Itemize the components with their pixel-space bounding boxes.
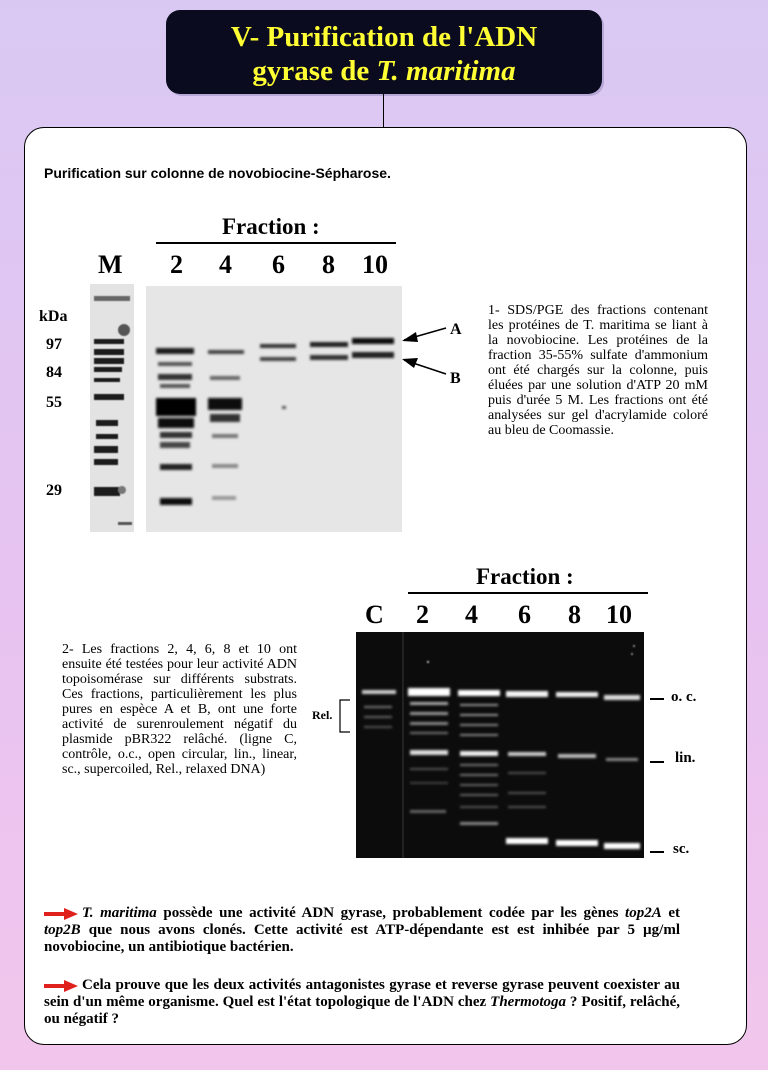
lin-tick: [650, 761, 664, 763]
kda-marker-label: 84: [46, 364, 62, 381]
gel1-marker-label: M: [98, 250, 123, 279]
agarose-gel: [356, 632, 644, 858]
conclusion-1-species: T. maritima: [82, 905, 157, 921]
rel-bracket: [334, 698, 354, 734]
gel1-lane-label: 8: [322, 250, 335, 279]
gel1-lane-label: 4: [219, 250, 232, 279]
conclusion-1-gene-1: top2A: [625, 905, 662, 921]
kda-marker-label: 97: [46, 336, 62, 353]
band-label-oc: o. c.: [671, 689, 697, 705]
sds-page-gel: [90, 284, 402, 532]
gel1-lane-label: 6: [272, 250, 285, 279]
gel1-lane-label: 10: [362, 250, 388, 279]
band-label-lin: lin.: [675, 750, 696, 766]
section-heading: Purification sur colonne de novobiocine-Sépharose.: [44, 165, 391, 181]
kda-marker-label: 29: [46, 482, 62, 499]
title-line-2: [166, 54, 602, 88]
conclusion-1-text-a: possède une activité ADN gyrase, probablement codée par les gènes: [156, 905, 626, 921]
gel1-fraction-bar: [156, 242, 396, 244]
conclusion-2-text-a: Cela prouve que les deux activités antagonistes gyrase et reverse gyrase peuvent coexister au sein d'un même organisme. Quel est l'état topologique de l'ADN chez: [44, 977, 680, 1010]
conclusion-1-text-b: et: [661, 905, 680, 921]
gel1-fraction-label: Fraction :: [222, 214, 320, 239]
band-label-b: B: [450, 370, 461, 387]
kda-unit-label: kDa: [39, 308, 68, 325]
red-arrow-icon: [44, 908, 78, 920]
title-line-1: V- Purification de l'ADN: [230, 21, 538, 53]
conclusion-2: [44, 977, 680, 1028]
band-arrows: [398, 318, 448, 388]
conclusion-2-species: Thermotoga: [490, 994, 566, 1010]
caption-1: 1- SDS/PGE des fractions contenant les protéines de T. maritima se liant à la novobiocine. Les protéines de la fraction 35-55% sulfate d'ammonium ont été chargés sur la colonne, puis éluées par une solution d'ATP 20 mM puis d'urée 5 M. Les fractions ont été analysées sur gel d'acrylamide coloré au bleu de Coomassie.: [488, 303, 708, 438]
gel2-control-label: C: [365, 600, 384, 629]
rel-label: Rel.: [312, 708, 333, 722]
kda-marker-label: 55: [46, 394, 62, 411]
conclusion-1: [44, 905, 680, 956]
gel2-lane-label: 2: [416, 600, 429, 629]
red-arrow-icon: [44, 980, 78, 992]
conclusion-1-gene-2: top2B: [44, 922, 81, 938]
conclusion-1-text-c: que nous avons clonés. Cette activité est ATP-dépendante est est inhibée par 5 µg/ml novobiocine, un antibiotique bactérien.: [44, 922, 680, 955]
gel2-fraction-label: Fraction :: [476, 564, 574, 589]
title-species: T. maritima: [376, 55, 516, 87]
sc-tick: [650, 851, 664, 853]
gel2-lane-label: 6: [518, 600, 531, 629]
conclusion-2-text-b: ? Positif, relâché, ou négatif ?: [44, 994, 680, 1027]
title-line-2-prefix: gyrase de: [252, 55, 377, 87]
caption-2: 2- Les fractions 2, 4, 6, 8 et 10 ont ensuite été testées pour leur activité ADN topoisomérase sur différents substrats. Ces fractions, particulièrement les plus pures en espèce A et B, ont une forte activité de surenroulement négatif du plasmide pBR322 relâché. (ligne C, contrôle, o.c., open circular, lin., linear, sc., supercoiled, Rel., relaxed DNA): [62, 642, 297, 777]
gel2-lane-label: 8: [568, 600, 581, 629]
band-label-sc: sc.: [673, 841, 690, 857]
gel2-lane-label: 4: [465, 600, 478, 629]
gel1-lane-label: 2: [170, 250, 183, 279]
title-box: [166, 10, 602, 94]
gel2-lane-label: 10: [606, 600, 632, 629]
oc-tick: [650, 698, 664, 700]
gel2-fraction-bar: [408, 592, 648, 594]
band-label-a: A: [450, 321, 462, 338]
title-connector: [383, 94, 384, 128]
